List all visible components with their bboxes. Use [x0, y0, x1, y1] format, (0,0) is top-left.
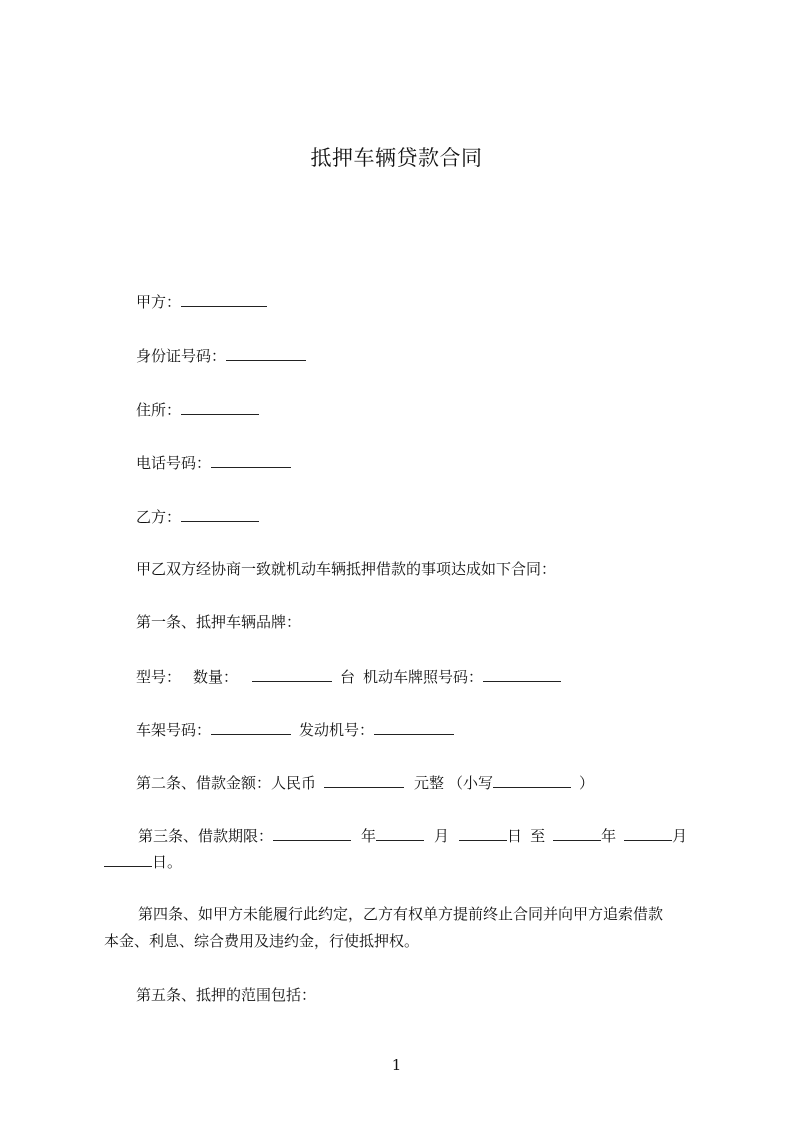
- small-open: （小写: [448, 774, 494, 792]
- year1-label: 年: [361, 827, 377, 845]
- term-blank[interactable]: [273, 826, 351, 841]
- article1-frame-line: [136, 720, 454, 739]
- day-start-blank[interactable]: [459, 826, 507, 841]
- phone-blank[interactable]: [211, 453, 291, 468]
- party-a-label: 甲方：: [136, 293, 182, 311]
- id-number-line: [136, 346, 306, 365]
- frame-label: 车架号码：: [136, 721, 212, 739]
- party-b-label: 乙方：: [136, 508, 182, 526]
- id-number-blank[interactable]: [226, 346, 306, 361]
- article5-heading: 第五条、抵押的范围包括：: [136, 986, 317, 1004]
- article1-heading: 第一条、抵押车辆品牌：: [136, 613, 302, 631]
- article2-label: 第二条、借款金额：人民币: [136, 774, 317, 792]
- quantity-blank[interactable]: [252, 667, 332, 682]
- address-line: [136, 400, 259, 419]
- day2-end-label: 日。: [152, 853, 183, 871]
- plate-label: 机动车牌照号码：: [363, 668, 484, 686]
- year-end-blank[interactable]: [553, 826, 601, 841]
- party-b-line: [136, 507, 259, 526]
- address-blank[interactable]: [181, 400, 259, 415]
- plate-blank[interactable]: [483, 667, 561, 682]
- model-label: 型号：: [136, 668, 182, 686]
- unit-label: 台: [340, 668, 356, 686]
- small-amount-blank[interactable]: [493, 773, 571, 788]
- month2-label: 月: [672, 827, 688, 845]
- address-label: 住所：: [136, 401, 182, 419]
- phone-label: 电话号码：: [136, 454, 212, 472]
- intro-paragraph: 甲乙双方经协商一致就机动车辆抵押借款的事项达成如下合同：: [136, 560, 557, 578]
- id-number-label: 身份证号码：: [136, 347, 227, 365]
- month1-label: 月: [434, 827, 450, 845]
- month-start-blank[interactable]: [376, 826, 424, 841]
- yuan-label: 元整: [414, 774, 445, 792]
- article4-line1: 第四条、如甲方未能履行此约定，乙方有权单方提前终止合同并向甲方追索借款: [138, 905, 664, 923]
- article2-line: [136, 773, 594, 792]
- day1-label: 日: [507, 827, 523, 845]
- year2-label: 年: [601, 827, 617, 845]
- article3-line1: [138, 826, 687, 845]
- month-end-blank[interactable]: [624, 826, 672, 841]
- page-number: 1: [391, 1056, 402, 1074]
- article3-label: 第三条、借款期限：: [138, 827, 274, 845]
- to-label: 至: [530, 827, 546, 845]
- amount-blank[interactable]: [324, 773, 404, 788]
- quantity-label: 数量：: [193, 668, 239, 686]
- day-end-blank[interactable]: [104, 852, 152, 867]
- engine-blank[interactable]: [374, 720, 454, 735]
- contract-title: 抵押车辆贷款合同: [310, 146, 483, 170]
- party-b-blank[interactable]: [181, 507, 259, 522]
- party-a-blank[interactable]: [181, 292, 267, 307]
- phone-line: [136, 453, 291, 472]
- engine-label: 发动机号：: [299, 721, 375, 739]
- article3-line2: [104, 852, 182, 871]
- frame-blank[interactable]: [211, 720, 291, 735]
- party-a-line: [136, 292, 267, 311]
- article4-line2: 本金、利息、综合费用及违约金，行使抵押权。: [104, 932, 420, 950]
- article1-model-line: [136, 667, 561, 686]
- small-close: ）: [579, 774, 595, 792]
